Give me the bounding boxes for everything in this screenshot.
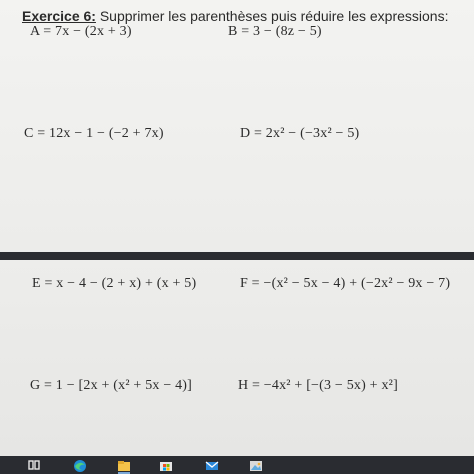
file-explorer-icon[interactable] [116, 458, 132, 472]
page-divider [0, 252, 474, 260]
expression-f: F = −(x² − 5x − 4) + (−2x² − 9x − 7) [240, 276, 451, 291]
expression-a: A = 7x − (2x + 3) [30, 24, 132, 39]
expression-c: C = 12x − 1 − (−2 + 7x) [24, 126, 164, 141]
expression-b: B = 3 − (8z − 5) [228, 24, 322, 39]
task-view-icon[interactable] [26, 458, 42, 472]
expression-d: D = 2x² − (−3x² − 5) [240, 126, 360, 141]
taskbar [0, 456, 474, 474]
expression-h: H = −4x² + [−(3 − 5x) + x²] [238, 378, 398, 393]
mail-icon[interactable] [204, 458, 220, 472]
exercise-instruction: Supprimer les parenthèses puis réduire les expressions: [95, 8, 449, 24]
expression-e: E = x − 4 − (2 + x) + (x + 5) [32, 276, 197, 291]
worksheet-bottom [0, 260, 474, 456]
exercise-label: Exercice 6: [22, 8, 96, 24]
expression-g: G = 1 − [2x + (x² + 5x − 4)] [30, 378, 193, 393]
store-icon[interactable] [158, 458, 174, 472]
edge-browser-icon[interactable] [72, 458, 88, 472]
photos-icon[interactable] [248, 458, 264, 472]
exercise-title [22, 8, 448, 24]
